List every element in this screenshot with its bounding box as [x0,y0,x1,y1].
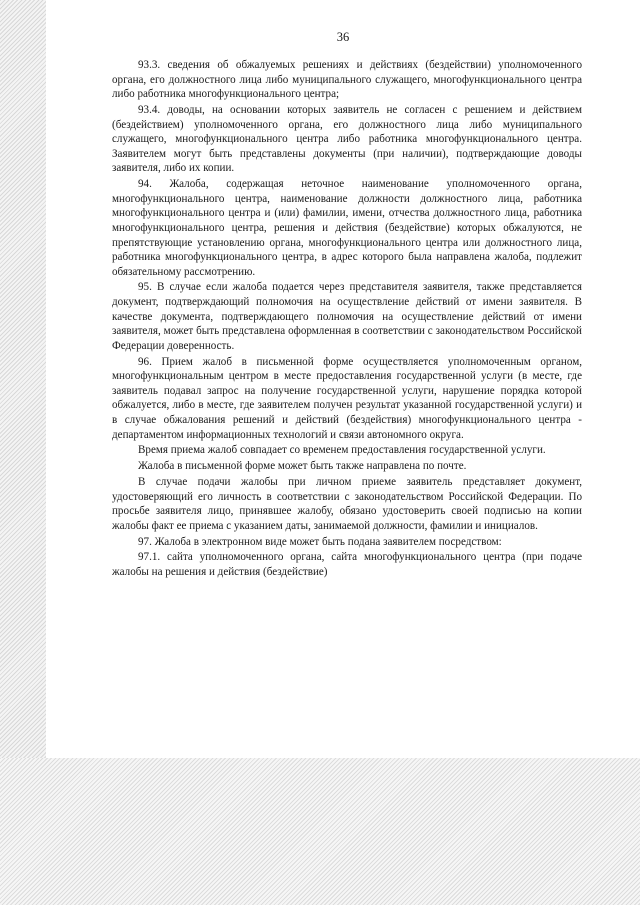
paragraph-reception-time: Время приема жалоб совпадает со временем предоставления государственной услуги. [138,444,546,457]
paragraph-97-1: 97.1. сайта уполномоченного органа, сайта многофункционального центра (при подаче жалобы на решения и действия (бездействие) [112,551,582,578]
paragraph-95: 95. В случае если жалоба подается через представителя заявителя, также представляется документ, подтверждающий полномочия на осуществление действий от имени заявителя. В качестве документа, подтверждающего полномочия на осуществление действий от имени заявителя, может быть представлена оформленная в соответствии с законодательством Российской Федерации доверенность. [112,281,582,352]
paragraph-93-4: 93.4. доводы, на основании которых заявитель не согласен с решением и действием (бездействием) уполномоченного органа, его должностного лица либо муниципального служащего, многофункционального центра либо работника многофункционального центра. Заявителем могут быть представлены документы (при наличии), подтверждающие доводы заявителя, либо их копии. [112,103,582,175]
scan-margin-bottom [0,758,640,905]
document-page [46,0,640,758]
paragraph-postal: Жалоба в письменной форме может быть также направлена по почте. [138,460,467,473]
document-body [112,58,582,581]
paragraph-personal-reception: В случае подачи жалобы при личном приеме заявитель представляет документ, удостоверяющий его личность в соответствии с законодательством Российской Федерации. По просьбе заявителя лицо, принявшее жалобу, обязано удостоверить своей подписью на копии жалобы факт ее приема с указанием даты, занимаемой должности, фамилии и инициалов. [112,475,582,532]
scan-margin-left [0,0,46,758]
paragraph-93-3: 93.3. сведения об обжалуемых решениях и действиях (бездействии) уполномоченного органа, его должностного лица либо муниципального служащего, многофункционального центра либо работника многофункционального центра; [112,59,582,101]
paragraph-97: 97. Жалоба в электронном виде может быть подана заявителем посредством: [138,535,502,548]
paragraph-94: 94. Жалоба, содержащая неточное наименование уполномоченного органа, многофункционального центра, наименование должности должностного лица, работника многофункционального центра и (или) фамилии, имени, отчества должностного лица, работника многофункционального центра, решения и действия (бездействие) которых обжалуются, не препятствующие установлению органа, многофункционального центра или должностного лица, работника многофункционального центра, в адрес которого была направлена жалоба, подлежит обязательному рассмотрению. [112,178,582,278]
paragraph-96: 96. Прием жалоб в письменной форме осуществляется уполномоченным органом, многофункциональным центром в месте предоставления государственной услуги (в месте, где заявитель подавал запрос на получение государственной услуги, нарушение порядка которой обжалуется, либо в месте, где заявителем получен результат указанной государственной услуги) и в случае обжалования решений и действий (бездействия) многофункционального центра - департаментом информационных технологий и связи автономного округа. [112,355,582,441]
page-number: 36 [336,30,350,44]
